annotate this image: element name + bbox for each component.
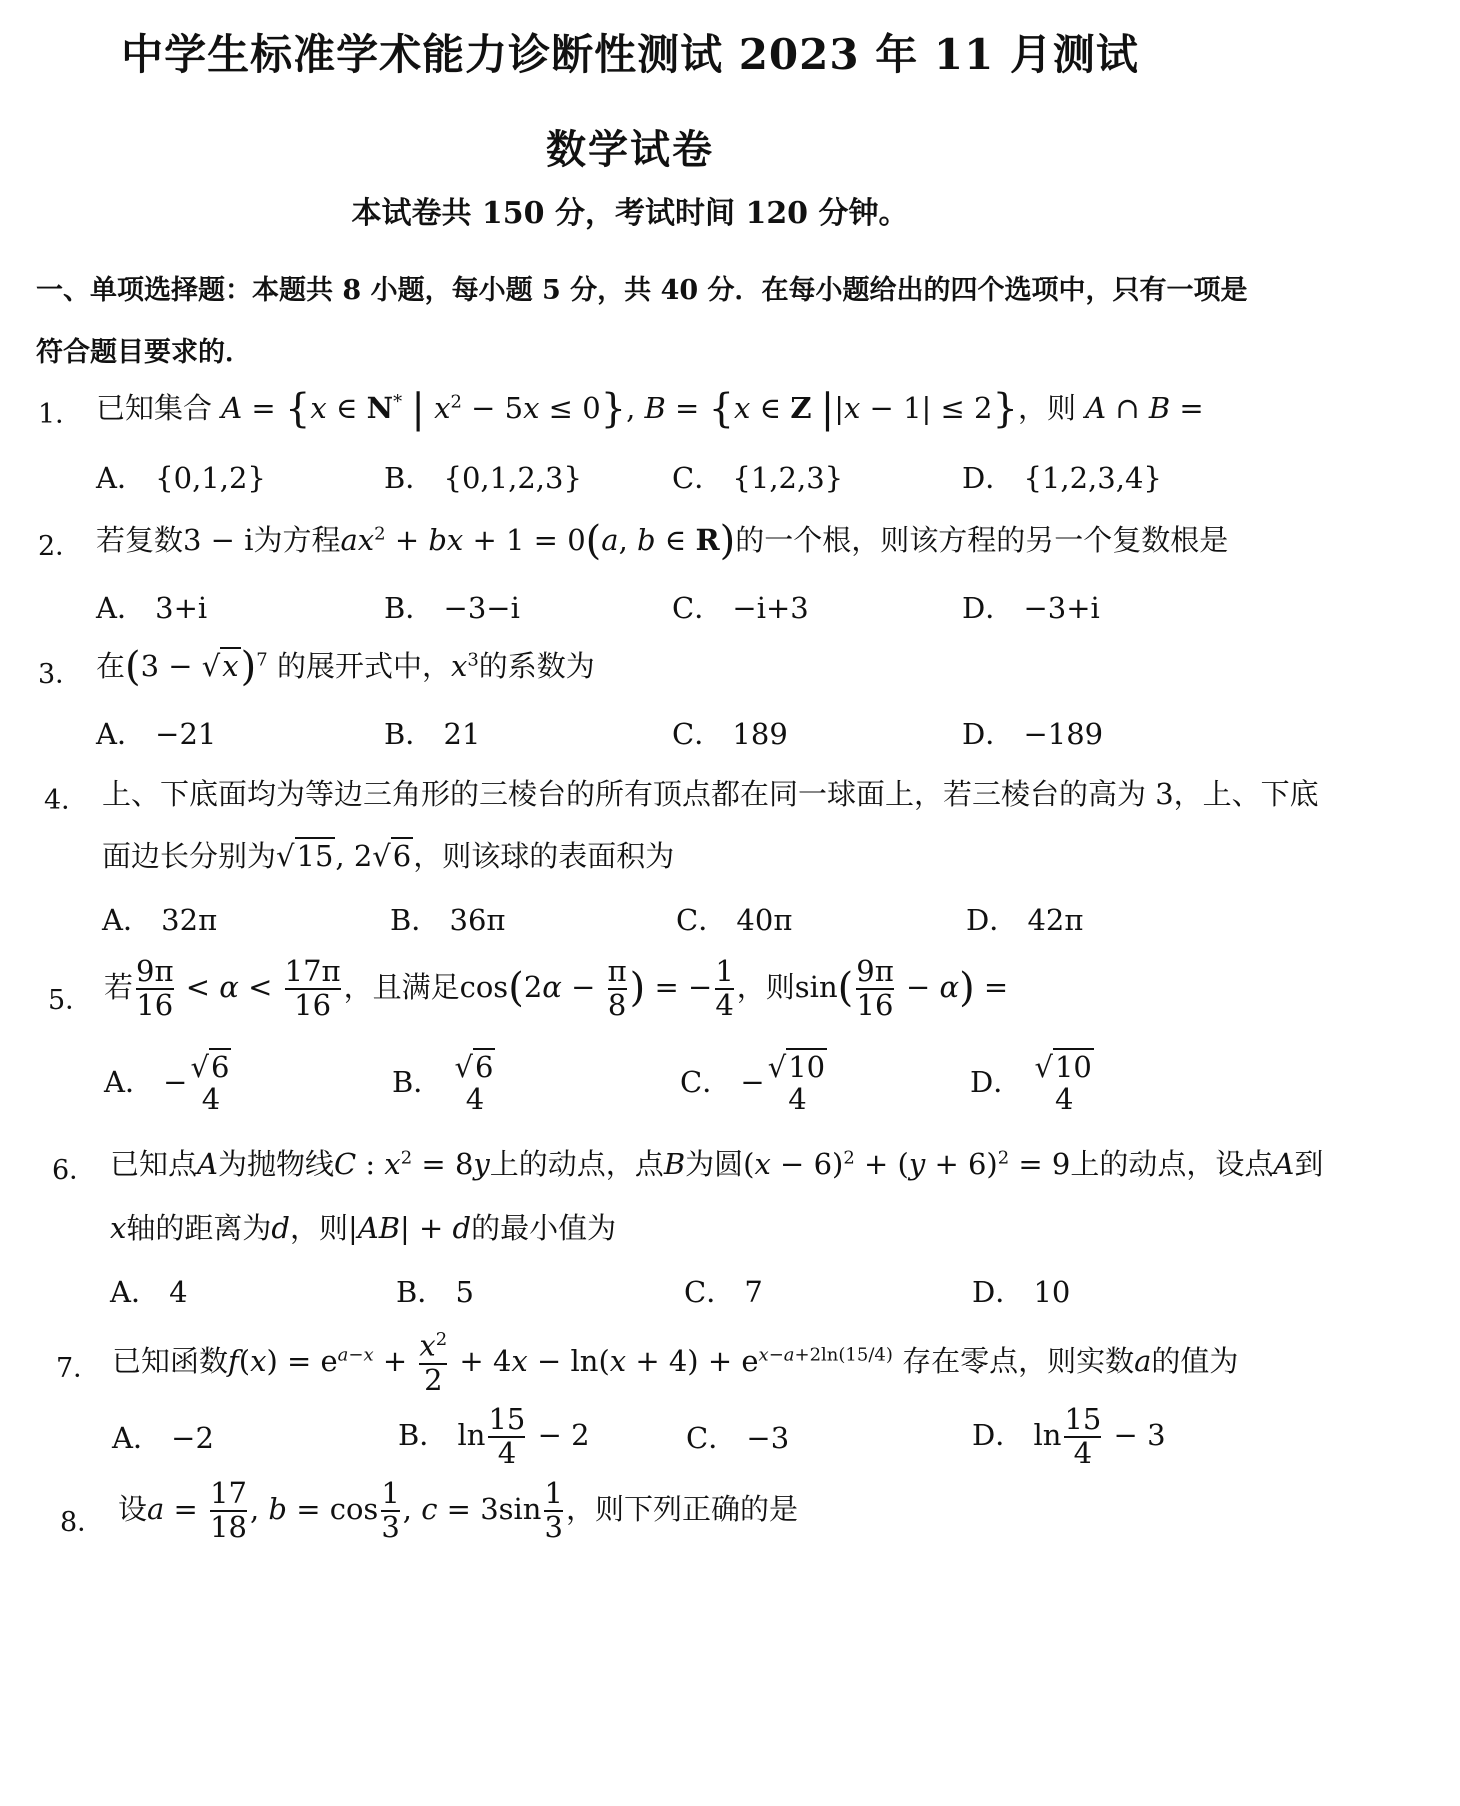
q3-option-c: C． 189 [672, 717, 788, 751]
q7-number: 7． [56, 1353, 101, 1384]
q4-line1: 上、下底面均为等边三角形的三棱台的所有顶点都在同一球面上，若三棱台的高为 3，上、下底 [102, 777, 1319, 811]
q4-number: 4． [44, 785, 89, 816]
q3-option-a: A． −21 [96, 717, 217, 751]
q4-option-d: D． 42π [966, 903, 1084, 937]
q7-option-b: B． ln $\frac{15}{4}$ − 2 [398, 1402, 590, 1470]
q3-option-b: B． 21 [384, 717, 481, 751]
q4-line2: 面边长分别为√15, 2√6，则该球的表面积为 [102, 839, 675, 873]
q1-pre: 已知集合 [96, 391, 213, 425]
q3-option-d: D． −189 [962, 717, 1104, 751]
section-heading-line2: 符合题目要求的． [36, 337, 252, 368]
q7-option-c: C． −3 [686, 1421, 790, 1455]
exam-subject: 数学试卷 [546, 126, 714, 173]
q4-option-a: A． 32π [102, 903, 218, 937]
q4-option-c: C． 40π [676, 903, 793, 937]
q2-option-c: C． −i+3 [672, 591, 809, 625]
q1-post: ，则 [1017, 391, 1076, 425]
q2-option-b: B． −3−i [384, 591, 520, 625]
q2-option-d: D． −3+i [962, 591, 1100, 625]
q6-line1: 已知点A为抛物线C : $x^2 = 8y$上的动点，点B为圆$(x - 6)^2 + (y + 6)^2 = 9$上的动点，设点A到 [110, 1147, 1324, 1181]
q5-option-c: C． − √10 4 [680, 1050, 826, 1116]
q6-option-d: D． 10 [972, 1275, 1071, 1309]
q8-number: 8． [60, 1507, 105, 1538]
q7-option-a: A． −2 [112, 1421, 214, 1455]
q5-number: 5． [48, 985, 93, 1016]
q6-option-a: A． 4 [110, 1275, 188, 1309]
q5-option-b: B． √6 4 [392, 1050, 494, 1116]
q6-line2: x轴的距离为d，则|AB| + d的最小值为 [110, 1211, 617, 1245]
q1-option-a: A． {0,1,2} [96, 461, 266, 495]
q1-option-c: C． {1,2,3} [672, 461, 844, 495]
q5-option-a: A． − √6 4 [104, 1050, 230, 1116]
q5-stem: 若 $\frac{9\pi}{16}$ < α < $\frac{17\pi}{16}$ ，且满足cos(2α − $\frac{\pi}{8}$ ) = − $\frac{1}{4}$ ，则sin( $\frac{9\pi}{16}$ − α) = [104, 954, 1009, 1022]
q3-number: 3． [38, 659, 83, 690]
exam-title: 中学生标准学术能力诊断性测试 2023 年 11 月测试 [121, 30, 1139, 79]
q7-stem: 已知函数$f(x) = e^{a-x}$ + $\frac{x^2}{2}$ + $4x - \ln(x + 4) + e^{x-a+2ln(15/4)}$ 存在零点，则实数a的值为 [112, 1328, 1239, 1397]
q1-option-d: D． {1,2,3,4} [962, 461, 1162, 495]
q2-number: 2． [38, 531, 83, 562]
q6-option-c: C． 7 [684, 1275, 763, 1309]
q7-option-d: D． ln $\frac{15}{4}$ − 3 [972, 1402, 1166, 1470]
q6-option-b: B． 5 [396, 1275, 474, 1309]
q2-option-a: A． 3+i [96, 591, 208, 625]
q1-stem: 已知集合 A = {x ∈ N* | $x^2 - 5x \le 0$}, B = {x ∈ Z ||x − 1| ≤ 2}，则 A ∩ B = [96, 386, 1204, 432]
q1-number: 1． [38, 399, 83, 430]
q6-number: 6． [52, 1155, 97, 1186]
q5-option-d: D． √10 4 [970, 1050, 1092, 1116]
q3-stem: 在$(3 - √x)^7$ 的展开式中，$x^3$的系数为 [96, 644, 595, 690]
q1-option-b: B． {0,1,2,3} [384, 461, 582, 495]
q2-stem: 若复数3 − i为方程$ax^2$ + bx + 1 = 0(a, b ∈ R)的一个根，则该方程的另一个复数根是 [96, 518, 1229, 564]
exam-info: 本试卷共 150 分，考试时间 120 分钟。 [351, 196, 909, 231]
q8-stem: 设a = $\frac{17}{18}$ , b = cos $\frac{1}{3}$ , c = 3sin $\frac{1}{3}$ ，则下列正确的是 [118, 1476, 798, 1544]
q4-option-b: B． 36π [390, 903, 506, 937]
section-heading-line1: 一、单项选择题：本题共 8 小题，每小题 5 分，共 40 分．在每小题给出的四个选项中，只有一项是 [36, 275, 1248, 306]
